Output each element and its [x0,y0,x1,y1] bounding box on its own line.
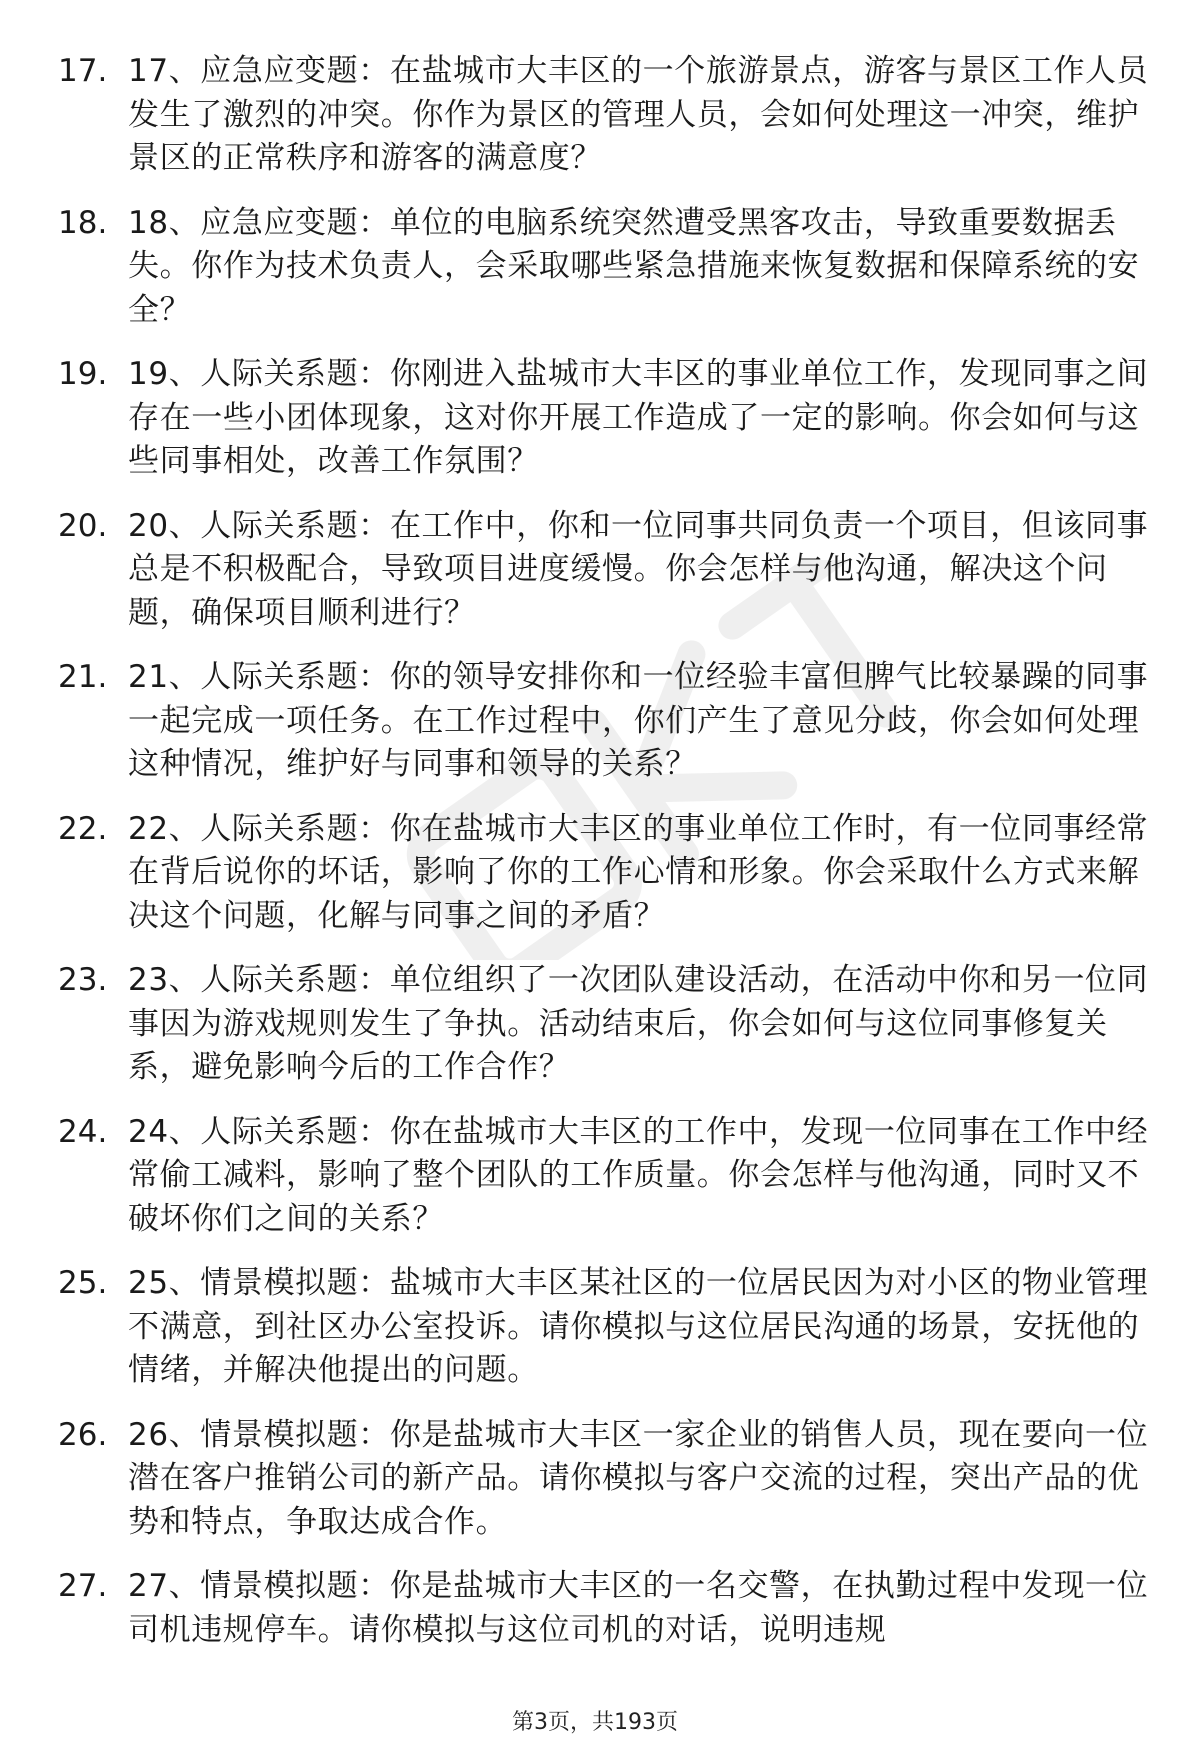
item-number: 20. [58,507,108,544]
item-number: 26. [58,1416,108,1453]
question-text: 17、应急应变题：在盐城市大丰区的一个旅游景点，游客与景区工作人员发生了激烈的冲突。你作为景区的管理人员，会如何处理这一冲突，维护景区的正常秩序和游客的满意度？ [128,53,1149,176]
item-number: 22. [58,810,108,847]
list-item [58,353,1158,503]
list-item [58,505,1158,655]
item-number: 25. [58,1265,108,1301]
question-text: 24、人际关系题：你在盐城市大丰区的工作中，发现一位同事在工作中经常偷工减料，影响了整个团队的工作质量。你会怎样与他沟通，同时又不破坏你们之间的关系？ [128,1113,1149,1237]
item-number: 17. [58,53,108,89]
item-number: 27. [58,1568,108,1604]
question-list [58,50,1158,1663]
question-text: 21、人际关系题：你的领导安排你和一位经验丰富但脾气比较暴躁的同事一起完成一项任务。在工作过程中，你们产生了意见分歧，你会如何处理这种情况，维护好与同事和领导的关系？ [128,659,1149,782]
question-text: 27、情景模拟题：你是盐城市大丰区的一名交警，在执勤过程中发现一位司机违规停车。请你模拟与这位司机的对话，说明违规 [128,1568,1149,1648]
page-footer: 第3页，共193页 [512,1710,678,1735]
question-text: 18、应急应变题：单位的电脑系统突然遭受黑客攻击，导致重要数据丢失。你作为技术负责人，会采取哪些紧急措施来恢复数据和保障系统的安全？ [128,204,1140,328]
item-number: 24. [58,1113,108,1150]
list-item [58,808,1158,958]
list-item [58,1262,1158,1412]
list-item [58,656,1158,806]
list-item [58,50,1158,200]
question-text: 25、情景模拟题：盐城市大丰区某社区的一位居民因为对小区的物业管理不满意，到社区办公室投诉。请你模拟与这位居民沟通的场景，安抚他的情绪，并解决他提出的问题。 [128,1265,1149,1388]
list-item [58,202,1158,352]
question-text: 19、人际关系题：你刚进入盐城市大丰区的事业单位工作，发现同事之间存在一些小团体现象，这对你开展工作造成了一定的影响。你会如何与这些同事相处，改善工作氛围？ [128,356,1149,479]
question-text: 23、人际关系题：单位组织了一次团队建设活动，在活动中你和另一位同事因为游戏规则发生了争执。活动结束后，你会如何与这位同事修复关系，避免影响今后的工作合作？ [128,962,1149,1085]
item-number: 19. [58,356,108,392]
item-number: 23. [58,962,108,998]
item-number: 21. [58,659,108,695]
list-item [58,1414,1158,1564]
list-item [58,1111,1158,1261]
list-item [58,1565,1158,1661]
question-text: 20、人际关系题：在工作中，你和一位同事共同负责一个项目，但该同事总是不积极配合，导致项目进度缓慢。你会怎样与他沟通，解决这个问题，确保项目顺利进行？ [128,507,1149,631]
question-text: 26、情景模拟题：你是盐城市大丰区一家企业的销售人员，现在要向一位潜在客户推销公司的新产品。请你模拟与客户交流的过程，突出产品的优势和特点，争取达成合作。 [128,1416,1149,1540]
question-text: 22、人际关系题：你在盐城市大丰区的事业单位工作时，有一位同事经常在背后说你的坏话，影响了你的工作心情和形象。你会采取什么方式来解决这个问题，化解与同事之间的矛盾？ [128,810,1149,934]
list-item [58,959,1158,1109]
item-number: 18. [58,204,108,241]
